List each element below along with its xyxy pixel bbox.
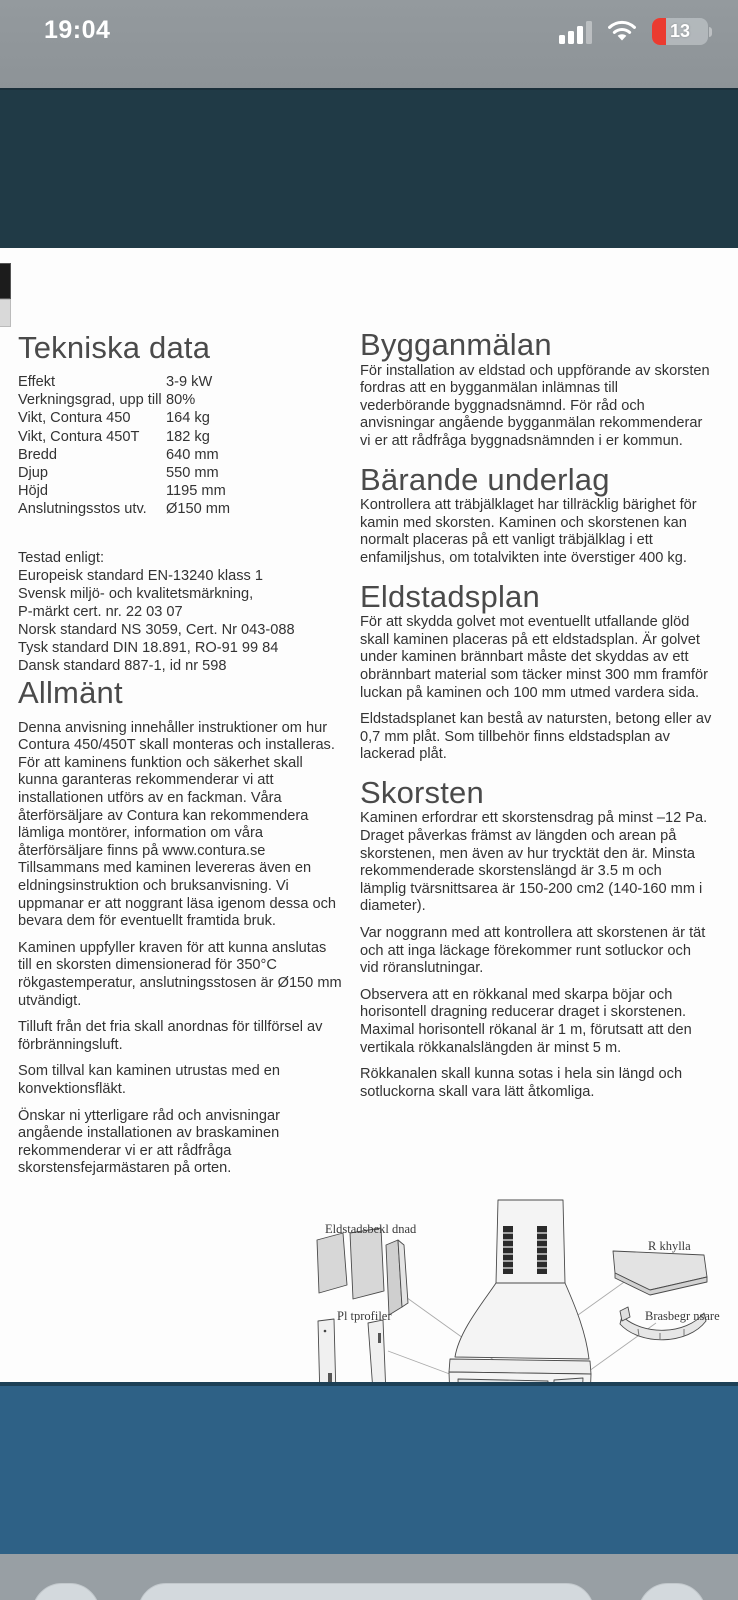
viewer-top-band <box>0 88 738 250</box>
diagram-label-brasbegransare: Brasbegr nsare <box>645 1309 720 1323</box>
section-bygganmalan <box>360 327 712 451</box>
section-title-tekniska-data: Tekniska data <box>18 330 211 365</box>
cellular-signal-icon <box>559 20 592 44</box>
browser-bottom-bar <box>0 1554 738 1600</box>
spec-value: 640 mm <box>166 446 219 463</box>
status-bar <box>0 0 738 88</box>
paragraph: Kaminen erfordrar ett skorstensdrag på minst –12 Pa. Draget påverkas främst av längden och arean på skorstenen, men även av hur trycktät den är. Minsta rekommenderade skorstenslängd är 3.5 m och lämplig tvärsnittsarea är 150-200 cm2 (140-160 mm i diameter). <box>360 810 708 915</box>
section-title-skorsten: Skorsten <box>360 774 484 810</box>
testad-line: Testad enligt: <box>18 549 104 566</box>
section-title-bygganmalan: Bygganmälan <box>360 327 552 362</box>
spec-label: Bredd <box>18 446 57 463</box>
paragraph: För att skydda golvet mot eventuellt utfallande glöd skall kaminen placeras på ett eldstadsplan. Är golvet under kaminen brännbart måste det skyddas av ett obrännbart material som täcker minst 300 mm framför luckan på kaminen och 100 mm utmed vardera sida. <box>360 614 708 701</box>
battery-low-fill <box>652 18 666 45</box>
spec-label: Vikt, Contura 450 <box>18 410 131 427</box>
battery-nub <box>709 27 712 37</box>
bottom-bar-left-button[interactable] <box>32 1583 100 1600</box>
table-row <box>18 391 344 409</box>
paragraph: Som tillval kan kaminen utrustas med en konvektionsfläkt. <box>18 1063 280 1097</box>
paragraph: För installation av eldstad och uppförande av skorsten fordras att en bygganmälan inlämnas till vederbörande byggnadsnämnd. För råd och anvisningar angående bygganmälan rekommenderar vi er att rådfråga byggnadsnämnden i er kommun. <box>360 362 710 449</box>
allmant-body <box>18 720 344 1178</box>
table-row <box>18 482 344 500</box>
spec-table <box>18 373 344 519</box>
table-row <box>18 446 344 464</box>
section-title-allmant: Allmänt <box>18 674 123 710</box>
section-barande-underlag <box>360 461 712 568</box>
table-row <box>18 409 344 427</box>
table-row <box>18 373 344 391</box>
spec-label: Effekt <box>18 374 56 390</box>
testad-line: P-märkt cert. nr. 22 03 07 <box>18 603 183 620</box>
testad-line: Tysk standard DIN 18.891, RO-91 99 84 <box>18 639 279 656</box>
battery-percent: 13 <box>669 21 691 41</box>
diagram-label-eldstadsbekladnad: Eldstadsbekl dnad <box>325 1222 417 1236</box>
testad-line: Europeisk standard EN-13240 klass 1 <box>18 567 263 584</box>
spec-label: Verkningsgrad, upp till <box>18 392 162 409</box>
viewer-bottom-band <box>0 1382 738 1558</box>
paragraph: Tilluft från det fria skall anordnas för tillförsel av förbränningsluft. <box>18 1019 323 1053</box>
table-row <box>18 500 344 518</box>
spec-label: Djup <box>18 465 49 482</box>
paragraph: Rökkanalen skall kunna sotas i hela sin längd och sotluckorna skall vara lätt åtkomliga. <box>360 1066 683 1100</box>
section-skorsten <box>360 774 712 1102</box>
table-row <box>18 428 344 446</box>
bottom-bar-right-button[interactable] <box>638 1583 706 1600</box>
page-edge-thumbnail-light <box>0 299 11 327</box>
spec-value: 3-9 kW <box>166 374 213 390</box>
testad-line: Norsk standard NS 3059, Cert. Nr 043-088 <box>18 621 295 638</box>
paragraph: Denna anvisning innehåller instruktioner om hur Contura 450/450T skall monteras och installeras. För att kaminens funktion och säkerhet skall kunna garanteras rekommenderar vi att installationen utförs av en fackman. Våra återförsäljare av Contura kan rekommendera lämliga montörer, information om våra återförsäljare finns på www.contura.se Tillsammans med kaminen levereras även en eldningsinstruktion och bruksanvisning. Vi uppmanar er att noggrant läsa igenom dessa och bevara dem för eventuellt framtida bruk. <box>18 719 337 930</box>
left-column <box>18 330 344 1178</box>
spec-label: Anslutningsstos utv. <box>18 501 147 518</box>
testad-line: Dansk standard 887-1, id nr 598 <box>18 657 227 674</box>
paragraph: Eldstadsplanet kan bestå av natursten, betong eller av 0,7 mm plåt. Som tillbehör finns eldstadsplan av lackerad plåt. <box>360 711 712 763</box>
spec-value: 164 kg <box>166 410 210 427</box>
spec-value: 182 kg <box>166 428 210 445</box>
spec-label: Höjd <box>18 483 49 500</box>
table-row <box>18 464 344 482</box>
pdf-page[interactable] <box>0 248 738 1382</box>
paragraph: Observera att en rökkanal med skarpa böjar och horisontell dragning reducerar draget i skorstenen. Maximal horisontell rökanal är 1 m, förutsatt att den vertikala rökkanalslängden är minst 5 m. <box>360 986 692 1056</box>
section-eldstadsplan <box>360 578 712 764</box>
right-column <box>360 327 712 1121</box>
address-bar-pill[interactable] <box>138 1583 594 1600</box>
spec-label: Vikt, Contura 450T <box>18 428 140 445</box>
spec-value: 550 mm <box>166 465 219 482</box>
status-icons <box>559 18 712 45</box>
battery-icon <box>652 18 708 45</box>
spec-value: 1195 mm <box>166 483 226 500</box>
page-edge-thumbnail-dark <box>0 263 11 299</box>
paragraph: Kontrollera att träbjälklaget har tillräcklig bärighet för kamin med skorsten. Kaminen och skorstenen kan normalt placeras på ett vanligt träbjälklag i ett enfamiljshus, om totalvikten inte överstiger 400 kg. <box>360 497 697 566</box>
wifi-icon <box>606 20 638 44</box>
paragraph: Önskar ni ytterligare råd och anvisningar angående installationen av braskaminen rekommenderar vi er att rådfråga skorstensfejarmästaren på orten. <box>18 1107 281 1177</box>
spec-value: Ø150 mm <box>166 501 231 518</box>
diagram-label-rokhylla: R khylla <box>648 1239 691 1253</box>
diagram-label-platprofiler: Pl tprofiler <box>337 1309 392 1323</box>
testad-enligt-block <box>18 549 344 675</box>
section-title-barande-underlag: Bärande underlag <box>360 461 610 497</box>
testad-line: Svensk miljö- och kvalitetsmärkning, <box>18 585 254 602</box>
clock: 19:04 <box>44 16 111 44</box>
paragraph: Var noggrann med att kontrollera att skorstenen är tät och att inga läckage förekommer runt sotluckor och vid röranslutningar. <box>360 925 706 977</box>
paragraph: Kaminen uppfyller kraven för att kunna anslutas till en skorsten dimensionerad för 350°C rökgastemperatur, anslutningsstosen är Ø150 mm utvändigt. <box>18 939 342 1009</box>
spec-value: 80% <box>166 392 196 409</box>
section-title-eldstadsplan: Eldstadsplan <box>360 578 540 614</box>
